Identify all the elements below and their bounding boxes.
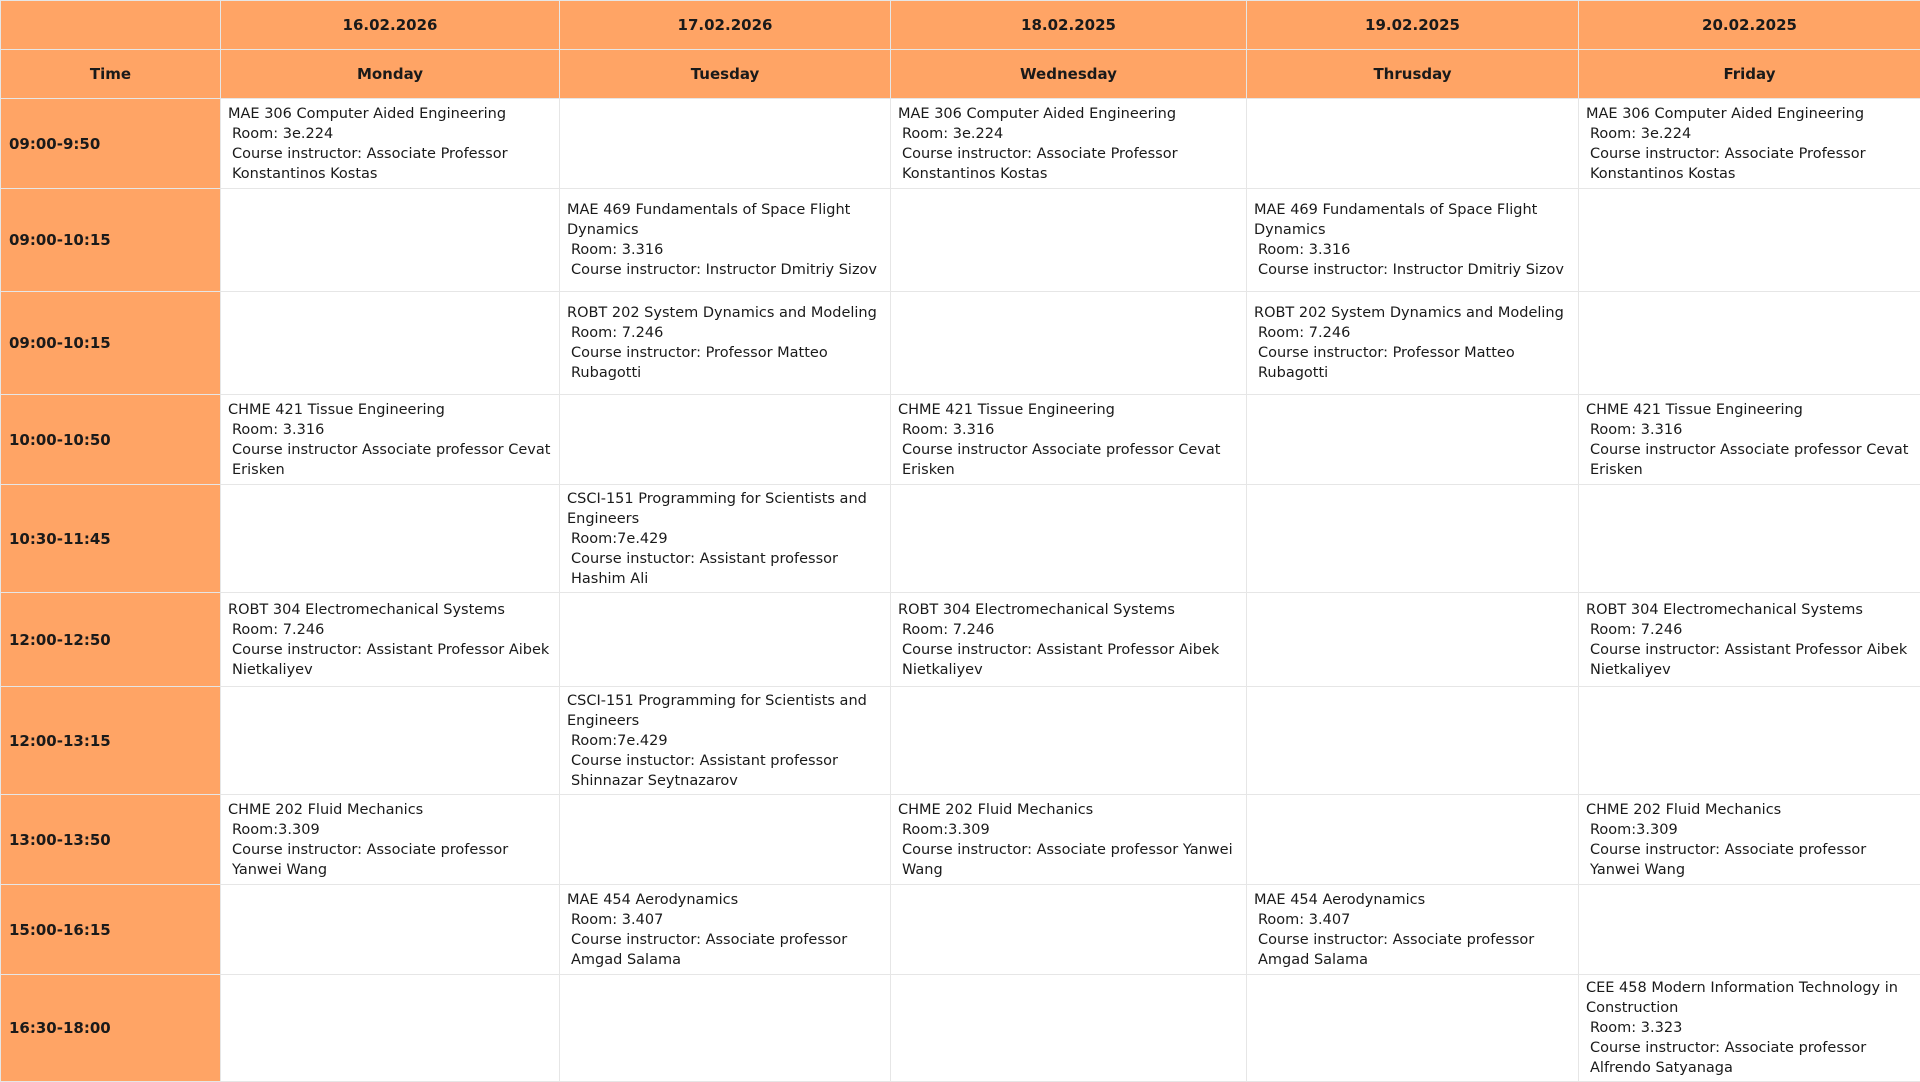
course-instructor: Course instuctor: Assistant professor Shinnazar Seytnazarov <box>567 751 884 791</box>
course-cell-tuesday <box>560 292 891 395</box>
time-slot-label: 10:30-11:45 <box>1 485 221 593</box>
course-cell-monday <box>221 593 560 687</box>
course-instructor: Course instructor: Assistant Professor Aibek Nietkaliyev <box>228 640 553 680</box>
course-room: Room:3.309 <box>898 820 1240 840</box>
course-room: Room: 3.316 <box>1254 240 1572 260</box>
empty-cell-thursday <box>1247 99 1579 189</box>
schedule-row <box>1 975 1920 1082</box>
course-room: Room: 7.246 <box>567 323 884 343</box>
empty-cell-thursday <box>1247 593 1579 687</box>
course-room: Room: 3.407 <box>567 910 884 930</box>
course-instructor: Course instructor: Associate professor Yanwei Wang <box>898 840 1240 880</box>
course-instructor: Course instructor: Associate professor Yanwei Wang <box>228 840 553 880</box>
course-cell-wednesday <box>891 99 1247 189</box>
schedule-row <box>1 795 1920 885</box>
course-cell-tuesday <box>560 189 891 292</box>
schedule-row <box>1 292 1920 395</box>
course-room: Room:3.309 <box>1586 820 1914 840</box>
empty-cell-wednesday <box>891 885 1247 975</box>
course-title: CSCI-151 Programming for Scientists and Engineers <box>567 489 884 529</box>
course-cell-monday <box>221 99 560 189</box>
course-room: Room: 3e.224 <box>1586 124 1914 144</box>
empty-cell-tuesday <box>560 395 891 485</box>
course-room: Room: 3.316 <box>1586 420 1914 440</box>
empty-cell-wednesday <box>891 975 1247 1082</box>
course-instructor: Course instructor Associate professor Cevat Erisken <box>898 440 1240 480</box>
date-header-thursday: 19.02.2025 <box>1247 1 1579 50</box>
course-cell-tuesday <box>560 687 891 795</box>
course-instructor: Course instructor: Associate professor Yanwei Wang <box>1586 840 1914 880</box>
course-cell-friday <box>1579 975 1920 1082</box>
course-cell-friday <box>1579 395 1920 485</box>
course-instructor: Course instructor: Associate professor Amgad Salama <box>1254 930 1572 970</box>
empty-cell-monday <box>221 189 560 292</box>
course-instructor: Course instructor: Instructor Dmitriy Sizov <box>567 260 884 280</box>
date-header-tuesday: 17.02.2026 <box>560 1 891 50</box>
course-room: Room:7e.429 <box>567 731 884 751</box>
course-cell-friday <box>1579 795 1920 885</box>
empty-cell-wednesday <box>891 485 1247 593</box>
empty-cell-friday <box>1579 485 1920 593</box>
course-cell-monday <box>221 795 560 885</box>
course-cell-tuesday <box>560 485 891 593</box>
course-room: Room: 3.407 <box>1254 910 1572 930</box>
course-title: CHME 421 Tissue Engineering <box>898 400 1240 420</box>
date-header-monday: 16.02.2026 <box>221 1 560 50</box>
course-title: MAE 306 Computer Aided Engineering <box>228 104 553 124</box>
course-instructor: Course instructor: Assistant Professor Aibek Nietkaliyev <box>898 640 1240 680</box>
course-title: MAE 454 Aerodynamics <box>1254 890 1572 910</box>
course-title: ROBT 202 System Dynamics and Modeling <box>1254 303 1572 323</box>
schedule-row <box>1 99 1920 189</box>
day-header-wednesday: Wednesday <box>891 50 1247 99</box>
schedule-row <box>1 485 1920 593</box>
course-title: CHME 421 Tissue Engineering <box>228 400 553 420</box>
day-header-friday: Friday <box>1579 50 1920 99</box>
course-instructor: Course instuctor: Assistant professor Hashim Ali <box>567 549 884 589</box>
time-slot-label: 09:00-10:15 <box>1 189 221 292</box>
date-header-friday: 20.02.2025 <box>1579 1 1920 50</box>
time-column-header: Time <box>1 50 221 99</box>
course-instructor: Course instructor: Professor Matteo Rubagotti <box>567 343 884 383</box>
empty-cell-tuesday <box>560 795 891 885</box>
course-title: MAE 469 Fundamentals of Space Flight Dynamics <box>567 200 884 240</box>
course-room: Room: 3.323 <box>1586 1018 1914 1038</box>
time-slot-label: 09:00-9:50 <box>1 99 221 189</box>
empty-cell-monday <box>221 975 560 1082</box>
course-title: ROBT 304 Electromechanical Systems <box>1586 600 1914 620</box>
course-room: Room: 3e.224 <box>228 124 553 144</box>
schedule-row <box>1 593 1920 687</box>
empty-cell-monday <box>221 485 560 593</box>
course-room: Room: 3.316 <box>228 420 553 440</box>
time-slot-label: 10:00-10:50 <box>1 395 221 485</box>
course-cell-thursday <box>1247 292 1579 395</box>
course-cell-tuesday <box>560 885 891 975</box>
corner-cell <box>1 1 221 50</box>
day-header-thursday: Thrusday <box>1247 50 1579 99</box>
empty-cell-wednesday <box>891 687 1247 795</box>
schedule-row <box>1 189 1920 292</box>
course-title: CHME 421 Tissue Engineering <box>1586 400 1914 420</box>
course-cell-thursday <box>1247 885 1579 975</box>
empty-cell-monday <box>221 885 560 975</box>
time-slot-label: 16:30-18:00 <box>1 975 221 1082</box>
course-room: Room: 3e.224 <box>898 124 1240 144</box>
empty-cell-tuesday <box>560 593 891 687</box>
empty-cell-tuesday <box>560 975 891 1082</box>
empty-cell-thursday <box>1247 795 1579 885</box>
course-instructor: Course instructor: Associate professor Amgad Salama <box>567 930 884 970</box>
course-title: ROBT 304 Electromechanical Systems <box>228 600 553 620</box>
course-title: MAE 306 Computer Aided Engineering <box>1586 104 1914 124</box>
empty-cell-friday <box>1579 885 1920 975</box>
course-title: ROBT 202 System Dynamics and Modeling <box>567 303 884 323</box>
course-instructor: Course instructor Associate professor Cevat Erisken <box>228 440 553 480</box>
course-room: Room:3.309 <box>228 820 553 840</box>
course-title: ROBT 304 Electromechanical Systems <box>898 600 1240 620</box>
course-cell-wednesday <box>891 593 1247 687</box>
schedule-row <box>1 687 1920 795</box>
course-cell-wednesday <box>891 795 1247 885</box>
course-instructor: Course instructor: Associate Professor Konstantinos Kostas <box>898 144 1240 184</box>
course-instructor: Course instructor: Instructor Dmitriy Sizov <box>1254 260 1572 280</box>
course-title: MAE 469 Fundamentals of Space Flight Dynamics <box>1254 200 1572 240</box>
time-slot-label: 12:00-12:50 <box>1 593 221 687</box>
course-title: CSCI-151 Programming for Scientists and Engineers <box>567 691 884 731</box>
course-title: CHME 202 Fluid Mechanics <box>228 800 553 820</box>
course-cell-friday <box>1579 99 1920 189</box>
empty-cell-friday <box>1579 292 1920 395</box>
time-slot-label: 12:00-13:15 <box>1 687 221 795</box>
day-header-row <box>1 50 1920 99</box>
course-cell-wednesday <box>891 395 1247 485</box>
course-room: Room:7e.429 <box>567 529 884 549</box>
course-room: Room: 3.316 <box>567 240 884 260</box>
course-room: Room: 7.246 <box>228 620 553 640</box>
course-room: Room: 7.246 <box>898 620 1240 640</box>
empty-cell-thursday <box>1247 975 1579 1082</box>
course-cell-monday <box>221 395 560 485</box>
empty-cell-friday <box>1579 189 1920 292</box>
course-title: MAE 306 Computer Aided Engineering <box>898 104 1240 124</box>
empty-cell-thursday <box>1247 485 1579 593</box>
time-slot-label: 09:00-10:15 <box>1 292 221 395</box>
empty-cell-wednesday <box>891 292 1247 395</box>
course-room: Room: 7.246 <box>1586 620 1914 640</box>
empty-cell-tuesday <box>560 99 891 189</box>
day-header-tuesday: Tuesday <box>560 50 891 99</box>
schedule-row <box>1 885 1920 975</box>
time-slot-label: 15:00-16:15 <box>1 885 221 975</box>
course-instructor: Course instructor: Professor Matteo Rubagotti <box>1254 343 1572 383</box>
empty-cell-thursday <box>1247 687 1579 795</box>
course-cell-thursday <box>1247 189 1579 292</box>
day-header-monday: Monday <box>221 50 560 99</box>
course-cell-friday <box>1579 593 1920 687</box>
time-slot-label: 13:00-13:50 <box>1 795 221 885</box>
empty-cell-thursday <box>1247 395 1579 485</box>
course-title: MAE 454 Aerodynamics <box>567 890 884 910</box>
date-header-row <box>1 1 1920 50</box>
empty-cell-wednesday <box>891 189 1247 292</box>
course-title: CHME 202 Fluid Mechanics <box>1586 800 1914 820</box>
empty-cell-friday <box>1579 687 1920 795</box>
course-room: Room: 7.246 <box>1254 323 1572 343</box>
course-instructor: Course instructor: Associate Professor Konstantinos Kostas <box>228 144 553 184</box>
date-header-wednesday: 18.02.2025 <box>891 1 1247 50</box>
course-title: CHME 202 Fluid Mechanics <box>898 800 1240 820</box>
course-instructor: Course instructor: Associate Professor Konstantinos Kostas <box>1586 144 1914 184</box>
course-instructor: Course instructor: Assistant Professor Aibek Nietkaliyev <box>1586 640 1914 680</box>
schedule-row <box>1 395 1920 485</box>
course-title: CEE 458 Modern Information Technology in Construction <box>1586 978 1914 1018</box>
course-instructor: Course instructor: Associate professor Alfrendo Satyanaga <box>1586 1038 1914 1078</box>
empty-cell-monday <box>221 292 560 395</box>
empty-cell-monday <box>221 687 560 795</box>
course-instructor: Course instructor Associate professor Cevat Erisken <box>1586 440 1914 480</box>
course-room: Room: 3.316 <box>898 420 1240 440</box>
